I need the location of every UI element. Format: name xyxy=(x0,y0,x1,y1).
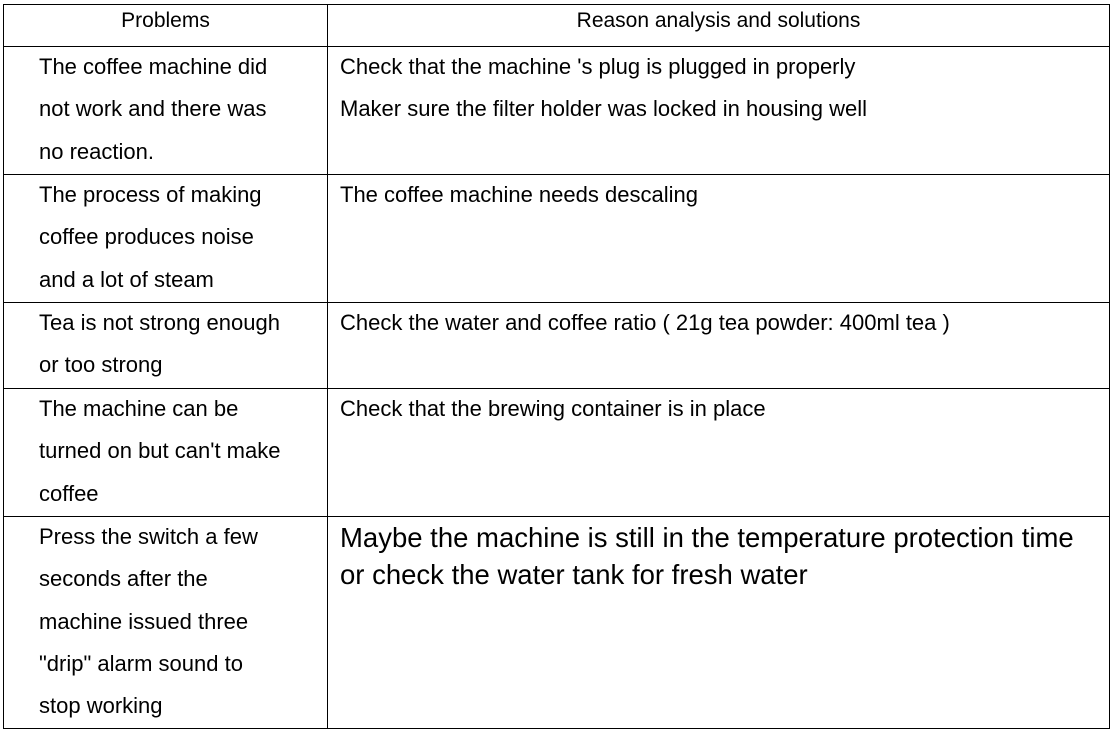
problem-line: "drip" alarm sound to xyxy=(39,650,243,676)
problem-line: and a lot of steam xyxy=(39,266,214,292)
reason-line: Maybe the machine is still in the temperature protection time xyxy=(340,522,1074,553)
table-row xyxy=(4,517,1110,729)
problem-line: no reaction. xyxy=(39,138,154,164)
problem-line: Press the switch a few xyxy=(39,524,258,549)
problem-line: machine issued three xyxy=(39,608,249,634)
troubleshooting-table xyxy=(3,4,1110,729)
reason-cell xyxy=(328,517,1110,729)
problem-line: turned on but can't make xyxy=(39,438,281,464)
problem-cell xyxy=(4,175,328,303)
reason-cell xyxy=(328,303,1110,389)
header-reasons: Reason analysis and solutions xyxy=(328,5,1110,47)
problem-cell xyxy=(4,517,328,729)
reason-line: Check that the brewing container is in place xyxy=(340,396,766,421)
table-row xyxy=(4,303,1110,389)
problem-line: or too strong xyxy=(39,352,163,378)
problem-cell xyxy=(4,47,328,175)
table-row xyxy=(4,175,1110,303)
table-row xyxy=(4,389,1110,517)
table-row xyxy=(4,47,1110,175)
problem-line: The coffee machine did xyxy=(39,54,268,79)
problem-line: not work and there was xyxy=(39,96,267,122)
problem-cell xyxy=(4,303,328,389)
header-row xyxy=(4,5,1110,47)
problem-line: coffee produces noise xyxy=(39,224,254,250)
reason-line: Maker sure the filter holder was locked in housing well xyxy=(340,96,868,122)
problem-line: stop working xyxy=(39,693,163,719)
problem-line: Tea is not strong enough xyxy=(39,310,280,335)
reason-cell xyxy=(328,47,1110,175)
reason-line: Check that the machine 's plug is plugged in properly xyxy=(340,54,856,79)
reason-line: The coffee machine needs descaling xyxy=(340,182,698,207)
reason-line: or check the water tank for fresh water xyxy=(340,559,808,590)
problem-line: The process of making xyxy=(39,182,262,207)
problem-line: seconds after the xyxy=(39,566,208,592)
problem-cell xyxy=(4,389,328,517)
header-problems: Problems xyxy=(4,5,328,47)
reason-cell xyxy=(328,389,1110,517)
problem-line: The machine can be xyxy=(39,396,239,421)
reason-cell xyxy=(328,175,1110,303)
problem-line: coffee xyxy=(39,480,99,506)
reason-line: Check the water and coffee ratio ( 21g tea powder: 400ml tea ) xyxy=(340,310,950,335)
